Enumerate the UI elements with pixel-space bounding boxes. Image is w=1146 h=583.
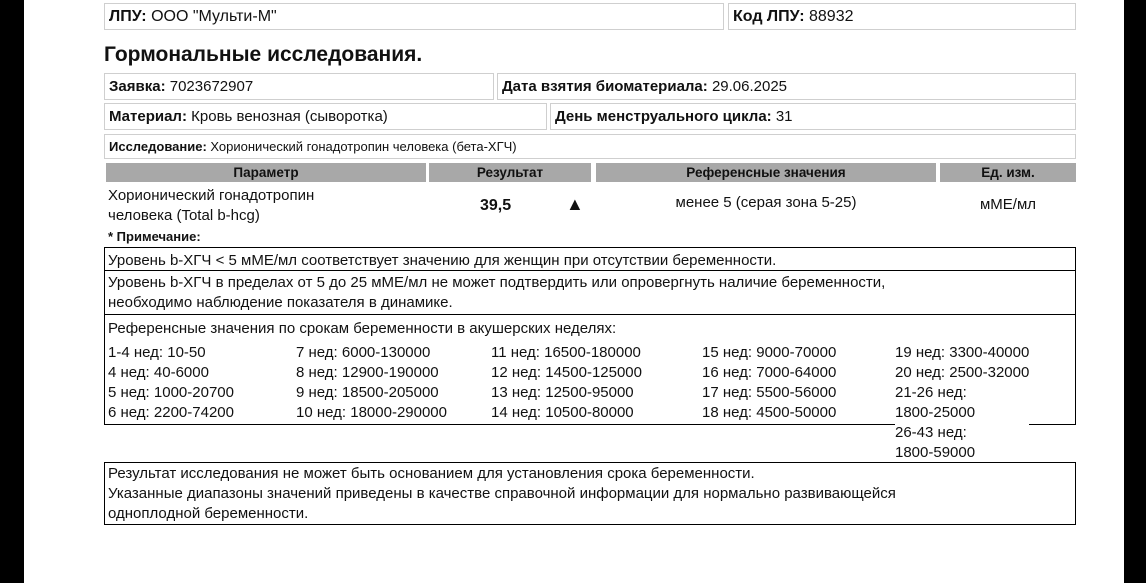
study-value: Хорионический гонадотропин человека (бета-ХГЧ) [210,139,517,154]
lpu-field [104,3,724,30]
week-range-item: 20 нед: 2500-32000 [895,364,1030,381]
note-text-2-line1: Уровень b-ХГЧ в пределах от 5 до 25 мМЕ/мл не может подтвердить или опровергнуть наличие беременности, [108,274,886,291]
note-divider-2 [105,314,1075,315]
week-range-item: 1800-59000 [895,444,976,461]
sample-date-value: 29.06.2025 [711,78,788,95]
disclaimer-line-1: Результат исследования не может быть основанием для установления срока беременности. [108,465,755,482]
lpu-code-field [728,3,1076,30]
week-range-item: 4 нед: 40-6000 [108,364,209,381]
disclaimer-line-2: Указанные диапазоны значений приведены в качестве справочной информации для нормально развивающейся [108,485,896,502]
week-range-item: 12 нед: 14500-125000 [491,364,642,381]
order-field [104,73,494,100]
order-value: 7023672907 [169,78,254,95]
week-range-item: 15 нед: 9000-70000 [702,344,837,361]
document-page [24,0,1124,583]
week-range-item: 9 нед: 18500-205000 [296,384,439,401]
material-label: Материал: [109,108,187,125]
week-range-item: 19 нед: 3300-40000 [895,344,1030,361]
column-header-result: Результат [429,163,591,182]
cycle-day-label: День менструального цикла: [555,108,772,125]
note-text-1: Уровень b-ХГЧ < 5 мМЕ/мл соответствует значению для женщин при отсутствии беременности. [108,252,777,269]
parameter-name-line2: человека (Total b-hcg) [108,207,260,224]
sample-date-field [497,73,1076,100]
week-range-item: 7 нед: 6000-130000 [296,344,431,361]
week-range-item: 6 нед: 2200-74200 [108,404,234,421]
week-range-item: 11 нед: 16500-180000 [491,344,641,361]
lpu-code-label: Код ЛПУ: [733,7,805,25]
note-label: * Примечание: [108,229,201,244]
reference-range: менее 5 (серая зона 5-25) [675,194,857,211]
parameter-name [108,186,314,226]
study-field [104,134,1076,159]
lpu-label: ЛПУ: [109,7,147,25]
material-value: Кровь венозная (сыворотка) [191,108,388,125]
week-range-item: 21-26 нед: [895,384,967,401]
column-header-reference: Референсные значения [596,163,936,182]
week-range-item: 13 нед: 12500-95000 [491,384,634,401]
week-range-item: 1800-25000 [895,404,976,421]
note-divider-1 [105,270,1075,271]
sample-date-label: Дата взятия биоматериала: [502,78,708,95]
weeks-column-4 [702,343,836,423]
note-text-2-line2: необходимо наблюдение показателя в динамике. [108,294,453,311]
study-label: Исследование: [109,139,207,154]
pregnancy-reference-title: Референсные значения по срокам беременности в акушерских неделях: [108,320,617,337]
week-range-item: 14 нед: 10500-80000 [491,404,634,421]
weeks-column-1 [108,343,234,423]
lpu-code-value: 88932 [809,7,854,25]
week-range-item: 1-4 нед: 10-50 [108,344,206,361]
order-label: Заявка: [109,78,166,95]
week-range-item: 10 нед: 18000-290000 [296,404,447,421]
weeks-column-3 [491,343,642,423]
high-flag-icon: ▲ [566,194,584,214]
week-range-item: 17 нед: 5500-56000 [702,384,837,401]
lpu-value: ООО "Мульти-М" [151,7,277,25]
week-range-item: 26-43 нед: [895,424,967,441]
week-range-item: 18 нед: 4500-50000 [702,404,837,421]
unit-value: мМЕ/мл [979,196,1037,213]
parameter-name-line1: Хорионический гонадотропин [108,187,315,204]
week-range-item: 5 нед: 1000-20700 [108,384,234,401]
week-range-item: 16 нед: 7000-64000 [702,364,837,381]
column-header-unit: Ед. изм. [940,163,1076,182]
result-value: 39,5 [480,197,512,214]
section-title: Гормональные исследования. [104,43,423,66]
week-range-item: 8 нед: 12900-190000 [296,364,439,381]
disclaimer-line-3: одноплодной беременности. [108,505,309,522]
weeks-column-2 [296,343,447,423]
cycle-day-value: 31 [775,108,793,125]
cycle-day-field [550,103,1076,130]
material-field [104,103,547,130]
weeks-column-5 [895,343,1029,463]
column-header-parameter: Параметр [106,163,426,182]
